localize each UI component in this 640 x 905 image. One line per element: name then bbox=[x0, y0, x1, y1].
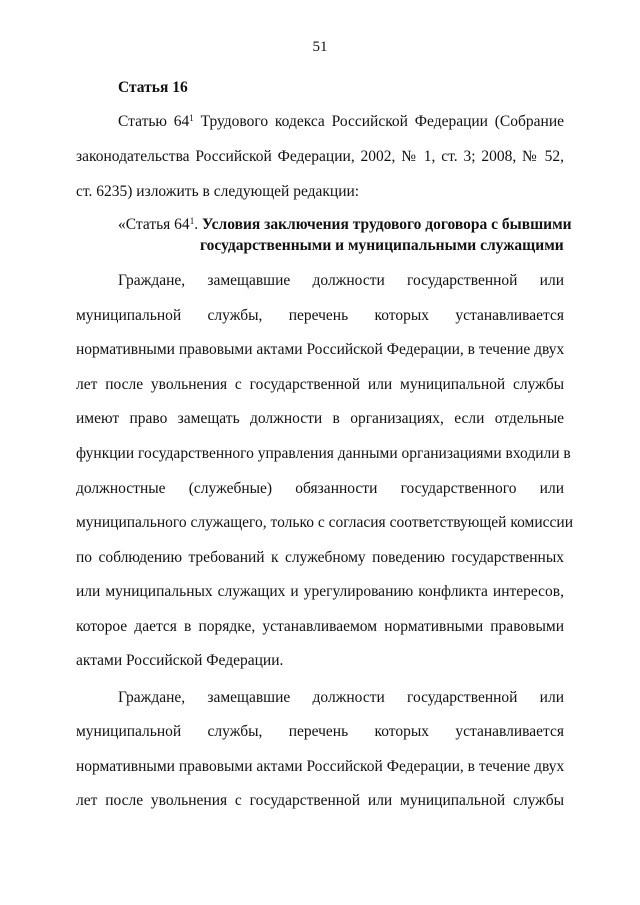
paragraph-1-line: или муниципальных служащих и урегулированию конфликта интересов, bbox=[76, 583, 564, 600]
paragraph-1-line: которое дается в порядке, устанавливаемом нормативными правовыми bbox=[76, 618, 564, 635]
page-number: 51 bbox=[312, 39, 328, 55]
title-superscript: 1 bbox=[189, 216, 195, 226]
paragraph-1-line: функции государственного управления данными организациями входили в bbox=[76, 445, 571, 462]
paragraph-2-line: Граждане, замещавшие должности государственной или bbox=[118, 689, 564, 706]
paragraph-1-line: лет после увольнения с государственной или муниципальной службы bbox=[76, 376, 564, 393]
paragraph-1-line: муниципального служащего, только с согласия соответствующей комиссии bbox=[76, 514, 573, 531]
article-heading: Статья 16 bbox=[118, 79, 188, 96]
paragraph-1-line: должностные (служебные) обязанности государственного или bbox=[76, 480, 564, 497]
paragraph-2-line: муниципальной службы, перечень которых устанавливается bbox=[76, 723, 564, 740]
paragraph-2-line: лет после увольнения с государственной или муниципальной службы bbox=[76, 792, 564, 809]
paragraph-1-line: имеют право замещать должности в организациях, если отдельные bbox=[76, 410, 564, 427]
intro-line-3: ст. 6235) изложить в следующей редакции: bbox=[76, 183, 360, 200]
title-part-1: Условия заключения трудового договора с бывшими bbox=[201, 216, 572, 233]
paragraph-1-line: актами Российской Федерации. bbox=[76, 652, 284, 669]
paragraph-1-line: муниципальной службы, перечень которых устанавливается bbox=[76, 307, 564, 324]
title-dot: . bbox=[194, 216, 202, 233]
intro-superscript: 1 bbox=[189, 113, 194, 123]
intro-line-1-b: Трудового кодекса Российской Федерации (Собрание bbox=[193, 113, 565, 130]
title-prefix: «Статья 64 bbox=[118, 216, 190, 233]
paragraph-1-line: Граждане, замещавшие должности государственной или bbox=[118, 272, 564, 289]
intro-line-2: законодательства Российской Федерации, 2002, № 1, ст. 3; 2008, № 52, bbox=[76, 148, 564, 165]
article-title-line-1 bbox=[118, 215, 572, 235]
article-title-line-2: государственными и муниципальными служащими bbox=[200, 237, 564, 254]
paragraph-1-line: по соблюдению требований к служебному поведению государственных bbox=[76, 549, 564, 566]
paragraph-2-line: нормативными правовыми актами Российской Федерации, в течение двух bbox=[76, 758, 565, 775]
paragraph-1-line: нормативными правовыми актами Российской Федерации, в течение двух bbox=[76, 341, 565, 358]
intro-line-1 bbox=[118, 112, 564, 132]
intro-line-1-a: Статью 64 bbox=[118, 113, 190, 130]
